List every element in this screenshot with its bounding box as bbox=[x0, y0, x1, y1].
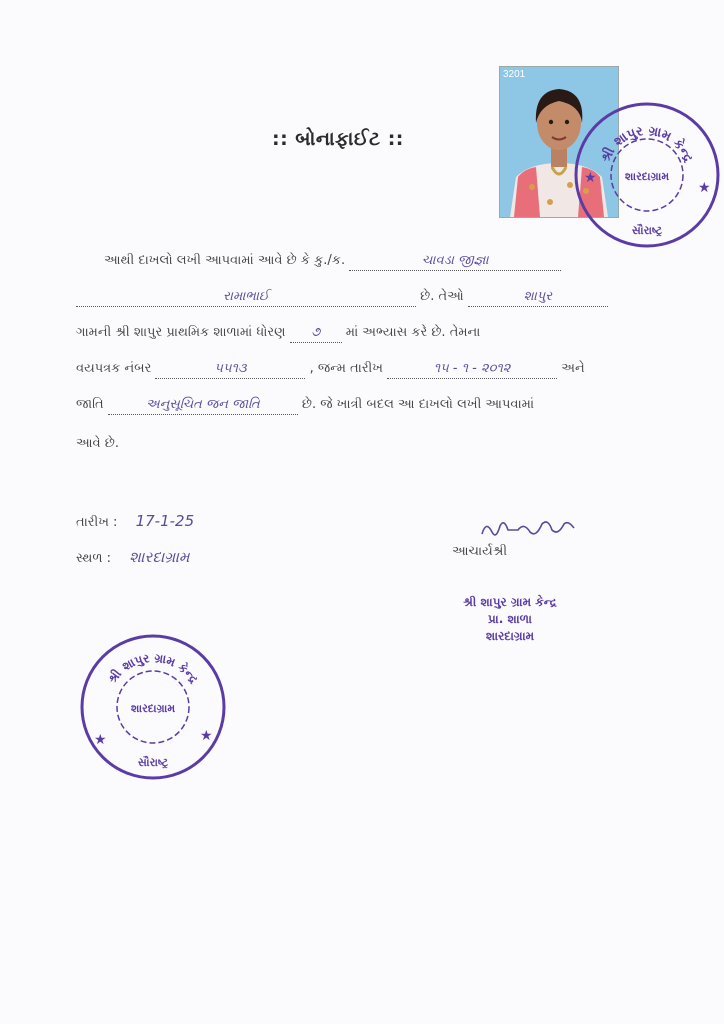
body-line-2 bbox=[76, 288, 608, 307]
stamp-bottom-text: સૌરાષ્ટ્ર bbox=[631, 224, 663, 237]
line3-prefix: ગામની શ્રી શાપુર પ્રાથમિક શાળામાં ધોરણ bbox=[76, 325, 286, 340]
student-name: ચાવડા જીજ્ઞા bbox=[349, 252, 561, 271]
line2-mid: છે. તેઓ bbox=[420, 289, 464, 304]
svg-text:★: ★ bbox=[200, 728, 213, 744]
caste-value: અનુસૂચિત જન જાતિ bbox=[108, 396, 298, 415]
line4-suffix: અને bbox=[561, 361, 585, 376]
svg-text:★: ★ bbox=[94, 732, 107, 748]
birth-date: ૧૫ - ૧ - ૨૦૧૨ bbox=[387, 360, 557, 379]
line5-suffix: છે. જે ખાત્રી બદલ આ દાખલો લખી આપવામાં bbox=[301, 397, 535, 412]
principal-label: આચાર્યશ્રી bbox=[452, 544, 508, 559]
certificate-title: :: બોનાફાઈટ :: bbox=[272, 128, 404, 150]
svg-text:શ્રી શાપુર ગ્રામ કેન્દ્ર bbox=[597, 124, 696, 165]
father-name: રામાભાઈ bbox=[76, 288, 416, 307]
school-line-3: શારદાગ્રામ bbox=[485, 629, 535, 643]
place-row bbox=[76, 548, 189, 566]
stamp-center-text: શારદાગ્રામ bbox=[624, 170, 670, 183]
place-value: શારદાગ્રામ bbox=[129, 548, 190, 566]
stamp-center-text-2: શારદાગ્રામ bbox=[130, 702, 176, 715]
date-label: તારીખ : bbox=[76, 515, 118, 530]
school-stamp-top bbox=[572, 100, 722, 250]
body-line-5 bbox=[76, 396, 534, 415]
village-name: શાપુર bbox=[468, 288, 608, 307]
body-line-4 bbox=[76, 360, 585, 379]
date-value: 17-1-25 bbox=[135, 512, 195, 530]
stamp-outer-text: શ્રી શાપુર ગ્રામ કેન્દ્ર bbox=[598, 123, 696, 165]
principal-signature bbox=[478, 516, 578, 542]
svg-text:★: ★ bbox=[584, 170, 597, 186]
body-line-1 bbox=[104, 252, 561, 271]
stamp-outer-text-2: શ્રી શાપુર ગ્રામ કેન્દ્ર bbox=[105, 650, 202, 686]
svg-text:★: ★ bbox=[698, 180, 711, 196]
school-name-block bbox=[430, 594, 590, 645]
line1-prefix: આથી દાખલો લખી આપવામાં આવે છે કે કુ./ક. bbox=[104, 253, 346, 268]
line3-suffix: માં અભ્યાસ કરે છે. તેમના bbox=[345, 325, 481, 340]
standard-value: ૭ bbox=[290, 324, 342, 343]
school-line-1: શ્રી શાપુર ગ્રામ કેન્દ્ર bbox=[463, 595, 557, 609]
date-row bbox=[76, 512, 194, 530]
svg-text:શ્રી શાપુર ગ્રામ કેન્દ્ર bbox=[104, 651, 201, 687]
line4-prefix: વયપત્રક નંબર bbox=[76, 361, 152, 376]
register-number: ૫૫૧૩ bbox=[155, 360, 305, 379]
photo-serial: 3201 bbox=[503, 69, 526, 80]
line4-mid: , જન્મ તારીખ bbox=[309, 361, 383, 376]
place-label: સ્થળ : bbox=[76, 551, 112, 566]
stamp-bottom-text-2: સૌરાષ્ટ્ર bbox=[137, 756, 169, 769]
school-stamp-bottom bbox=[78, 632, 228, 782]
body-line-3 bbox=[76, 324, 480, 343]
school-line-2: પ્રા. શાળા bbox=[488, 612, 532, 626]
line5-prefix: જાતિ bbox=[76, 397, 104, 412]
body-line-6: આવે છે. bbox=[76, 436, 119, 451]
